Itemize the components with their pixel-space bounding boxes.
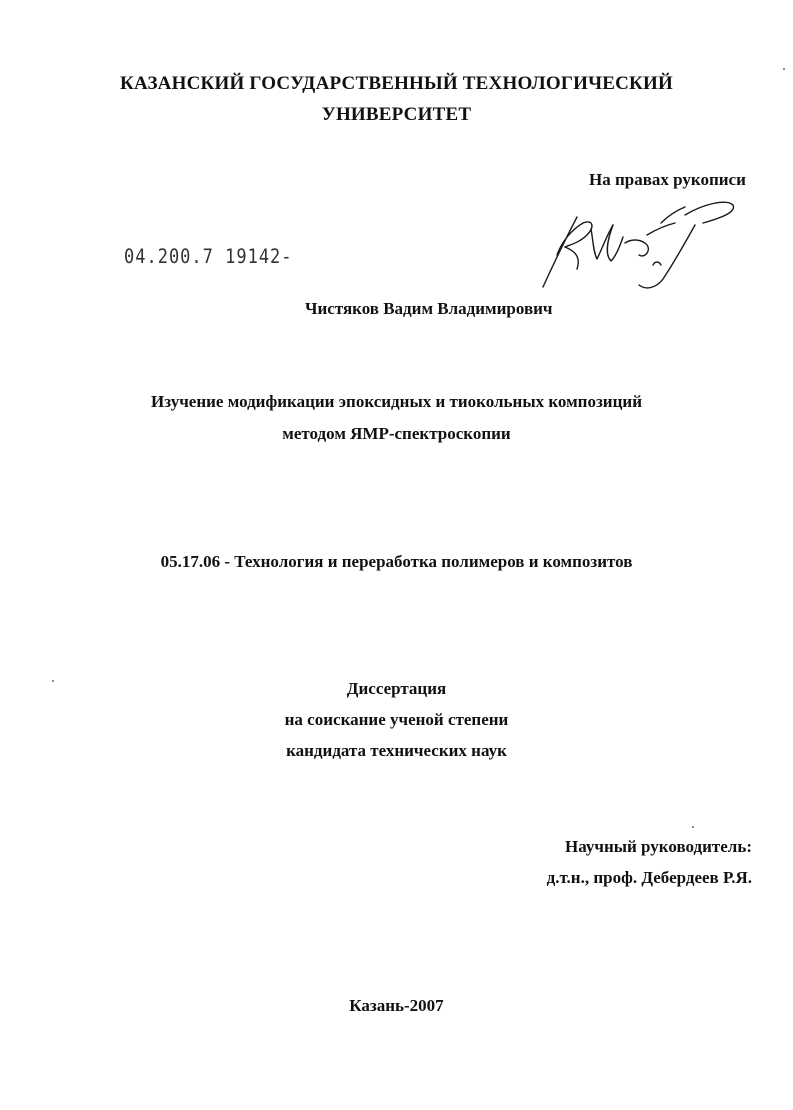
specialty-code: 05.17.06 - Технология и переработка полимеров и композитов bbox=[160, 552, 633, 571]
signature bbox=[535, 195, 740, 295]
scan-speck bbox=[783, 68, 785, 70]
scan-speck bbox=[692, 826, 694, 828]
degree-line2: на соискание ученой степени bbox=[284, 710, 509, 729]
scan-speck bbox=[52, 680, 54, 682]
dissertation-title-line2: методом ЯМР-спектроскопии bbox=[282, 424, 511, 443]
university-name-line1: КАЗАНСКИЙ ГОСУДАРСТВЕННЫЙ ТЕХНОЛОГИЧЕСКИЙ bbox=[120, 73, 673, 94]
author-name: Чистяков Вадим Владимирович bbox=[305, 299, 553, 318]
supervisor-label: Научный руководитель: bbox=[565, 837, 752, 856]
archive-stamp-number: 04.200.7 19142- bbox=[124, 245, 293, 269]
supervisor-name: д.т.н., проф. Дебердеев Р.Я. bbox=[546, 868, 752, 887]
city-year: Казань-2007 bbox=[349, 996, 444, 1015]
dissertation-title-line1: Изучение модификации эпоксидных и тиокольных композиций bbox=[151, 392, 642, 411]
manuscript-note: На правах рукописи bbox=[589, 170, 746, 189]
university-name-line2: УНИВЕРСИТЕТ bbox=[321, 104, 472, 125]
degree-line3: кандидата технических наук bbox=[286, 741, 507, 760]
degree-line1: Диссертация bbox=[346, 679, 447, 698]
